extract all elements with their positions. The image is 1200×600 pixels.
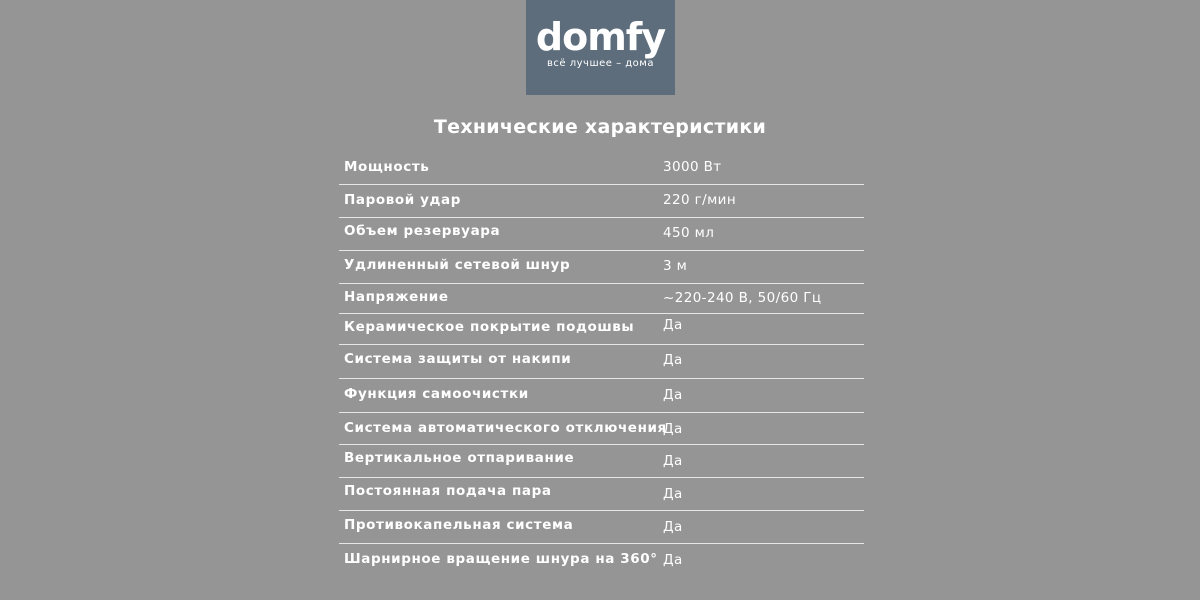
spec-value: 450 мл	[663, 225, 715, 241]
logo-wordmark: domfy	[535, 15, 666, 59]
spec-row	[339, 345, 864, 379]
spec-row	[339, 284, 864, 314]
spec-value: 3000 Вт	[663, 159, 722, 175]
spec-value: Да	[663, 453, 683, 469]
spec-label: Система защиты от накипи	[344, 351, 572, 367]
spec-row	[339, 379, 864, 413]
spec-label: Вертикальное отпаривание	[344, 450, 575, 466]
spec-row	[339, 218, 864, 251]
spec-row	[339, 413, 864, 445]
spec-value: Да	[663, 387, 683, 403]
brand-logo	[526, 0, 675, 95]
spec-value: 3 м	[663, 258, 688, 274]
spec-value: Да	[663, 519, 683, 535]
spec-row	[339, 314, 864, 345]
spec-value: Да	[663, 317, 683, 333]
spec-row	[339, 478, 864, 511]
spec-row	[339, 251, 864, 284]
spec-row	[339, 185, 864, 218]
spec-value: Да	[663, 552, 683, 568]
spec-value: Да	[663, 486, 683, 502]
spec-value: ~220-240 В, 50/60 Гц	[663, 290, 822, 306]
spec-label: Напряжение	[344, 289, 449, 305]
spec-label: Мощность	[344, 159, 430, 175]
logo-tagline: всё лучшее – дома	[547, 58, 654, 69]
spec-row	[339, 152, 864, 185]
spec-value: Да	[663, 352, 683, 368]
spec-label: Система автоматического отключения	[344, 420, 667, 436]
spec-label: Удлиненный сетевой шнур	[344, 257, 571, 273]
spec-label: Паровой удар	[344, 192, 461, 208]
spec-value: Да	[663, 421, 683, 437]
spec-label: Противокапельная система	[344, 517, 574, 533]
spec-value: 220 г/мин	[663, 192, 737, 208]
page-title: Технические характеристики	[433, 116, 767, 138]
spec-label: Функция самоочистки	[344, 386, 529, 402]
spec-label: Керамическое покрытие подошвы	[344, 319, 635, 335]
spec-label: Постоянная подача пара	[344, 483, 552, 499]
spec-label: Шарнирное вращение шнура на 360°	[344, 551, 658, 567]
specs-table	[339, 152, 864, 578]
spec-row	[339, 544, 864, 578]
spec-label: Объем резервуара	[344, 223, 501, 239]
spec-row	[339, 511, 864, 544]
spec-row	[339, 445, 864, 478]
